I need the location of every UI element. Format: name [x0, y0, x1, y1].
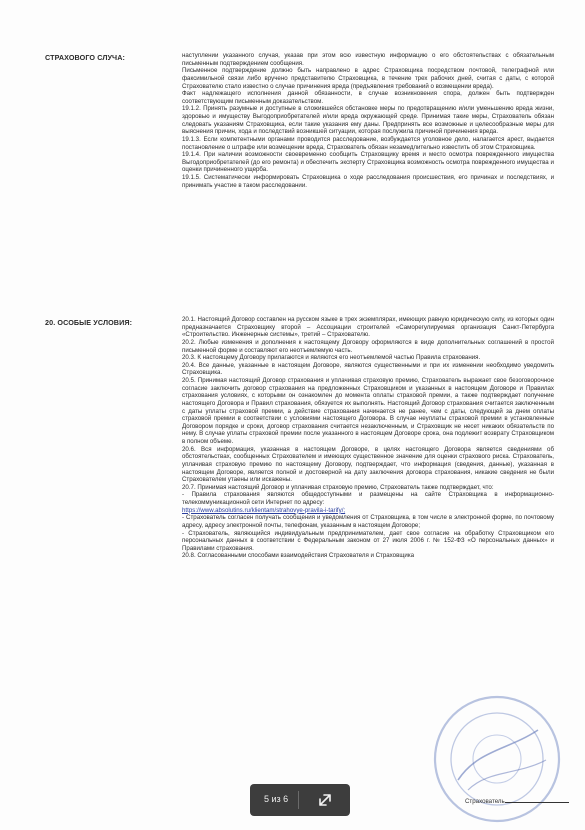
paragraph: 20.3. К настоящему Договору прилагаются и являются его неотъемлемой частью Правила страхования. [182, 354, 481, 362]
paragraph: 20.4. Все данные, указанные в настоящем Договоре, являются существенными и при их изменении необходимо уведомить Страховщика. [182, 361, 554, 377]
paragraph: 20.6. Вся информация, указанная в настоящем Договоре, в целях настоящего Договора является сведениями об обстоятельствах, сообщенных Страхователем и имеющих существенное значение для оценки страхового риска. Страхователь, уплачивая страховую премию по настоящему Договору, подтверждает, что информация (сведения, данные), указанная в настоящем Договоре, является полной и достоверной на дату заключения договора страхования, никакие сведения не были Страхователем утаены или искажены. [182, 445, 554, 484]
company-stamp [428, 690, 566, 828]
signature-underline [505, 796, 569, 803]
special-conditions-text [182, 316, 554, 560]
signature-line [465, 796, 569, 805]
expand-icon[interactable] [310, 790, 340, 810]
paragraph: 20.7. Принимая настоящий Договор и уплачивая страховую премию, Страхователь также подтверждает, что: [182, 483, 494, 491]
paragraph: 19.1.5. Систематически информировать Страховщика о ходе расследования происшествия, его причинах и последствиях, и принимать участие в таком расследовании. [182, 174, 554, 189]
paragraph: 20.8. Согласованными способами взаимодействия Страхователя и Страховщика [182, 552, 415, 560]
paragraph: - Страхователь, являющийся индивидуальным предпринимателем, дает свое согласие на обработку Страховщиком его персональных данных в соответствии с Федеральным законом от 27 июля 2006 г. № 152-ФЗ «О персональных данных» и Правилами страхования. [182, 529, 554, 552]
paragraph: 20.2. Любые изменения и дополнения к настоящему Договору оформляются в виде дополнительных соглашений в простой письменной форме и составляют его неотъемлемую часть. [182, 338, 554, 354]
paragraph: наступлении указанного случая, указав при этом всю известную информацию о его обстоятельствах с обязательным письменным подтверждением сообщения. [182, 52, 554, 67]
insured-event-text [182, 52, 554, 189]
paragraph: 20.5. Принимая настоящий Договор страхования и уплачивая страховую премию, Страхователь выражает свое безоговорочное согласие заключить договор страхования на предложенных Страховщиком и указанных в настоящем Договоре и Правилах страхования условиях, с которыми он ознакомлен до момента оплаты страховой премии, а также подтверждает получение настоящего Договора и Правил страхования, обязуется их выполнять. Настоящий Договор страхования считается заключенным с даты уплаты страховой премии, а действие страхования начинается не ранее, чем с даты, следующей за днем оплаты страховой премии в соответствии с условиями настоящего Договора. В случае неуплаты страховой премии в установленные Договором порядке и сроки, договор страхования считается незаключенным, и Страховщик не несет никаких обязательств по нему. В случае уплаты страховой премии после указанного в настоящем Договоре срока, она подлежит возврату Страховщиком в полном объеме. [182, 377, 554, 445]
paragraph: 19.1.4. При наличии возможности своевременно сообщить Страховщику время и место осмотра поврежденного имущества Выгодоприобретателей (до его ремонта) и обеспечить эксперту Страховщика возможность осмотра поврежденного имущества и оценки причиненного ущерба. [182, 151, 554, 174]
section-label-insured-event: СТРАХОВОГО СЛУЧА: [45, 53, 125, 62]
signature-label: Страхователь [465, 798, 505, 805]
paragraph: Письменное подтверждение должно быть направлено в адрес Страховщика посредством почтовой, телеграфной или факсимильной связи либо вручено представителю Страховщика, в течение трех рабочих дней, считая с даты, с которой Страхователю стало известно о случае причинения вреда (предъявления требований о возмещении вреда). [182, 67, 554, 90]
paragraph: 19.1.3. Если компетентными органами проводится расследование, возбуждается уголовное дело, налагается арест, выдается постановление о штрафе или возмещении вреда, Страхователь обязан незамедлительно известить об этом Страховщика. [182, 135, 554, 151]
rules-link[interactable]: https://www.absolutins.ru/klientam/strahovye-pravila-i-tarify/; [182, 506, 346, 514]
toolbar-divider [298, 791, 299, 809]
paragraph: Факт надлежащего исполнения данной обязанности, в случае возникновения спора, должен быть подтвержден соответствующим письменным доказательством. [182, 90, 554, 105]
paragraph: 20.1. Настоящий Договор составлен на русском языке в трех экземплярах, имеющих равную юридическую силу, из которых один предназначается Страховщику второй – Ассоциации строителей «Саморегулируемая организация Санкт-Петербурга «Строительство. Инженерные системы», третий – Страхователю. [182, 316, 554, 339]
section-label-special-conditions: 20. ОСОБЫЕ УСЛОВИЯ: [45, 318, 133, 327]
page-indicator: 5 из 6 [264, 794, 289, 804]
paragraph: - Правила страхования являются общедоступными и размещены на сайте Страховщика в информационно-телекоммуникационной сети Интернет по адресу: [182, 491, 554, 506]
page-viewer-toolbar [250, 784, 350, 816]
paragraph: - Страхователь согласен получать сообщения и уведомления от Страховщика, в том числе в электронной форме, по почтовому адресу, адресу электронной почты, телефонам, указанным в настоящем Договоре; [182, 514, 554, 529]
paragraph: 19.1.2. Принять разумные и доступные в сложившейся обстановке меры по предотвращению и/или уменьшению вреда жизни, здоровью и имуществу Выгодоприобретателей и/или вреда окружающей среде. Принимая такие меры, Страхователь обязан следовать указаниям Страховщика, если такие указания ему даны. Предпринять все возможные и целесообразные меры для выяснения причин, хода и последствий возникшей ситуации, которая послужила причиной причинения вреда. [182, 105, 554, 136]
